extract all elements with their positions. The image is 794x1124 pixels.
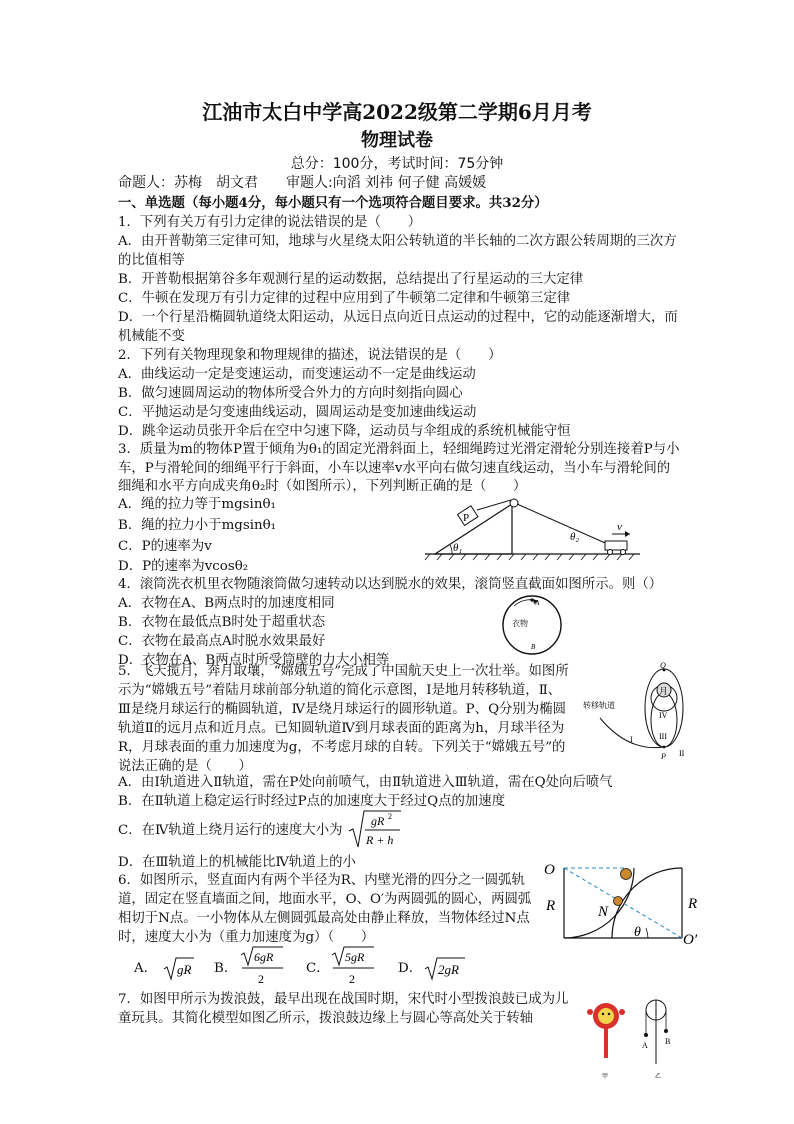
svg-text:gR: gR [177,962,192,977]
q3-option-b: B．绳的拉力小于mgsinθ₁ [118,518,277,533]
exam-subtitle: 物理试卷 [361,130,433,151]
q6-fig-n: N [598,904,609,920]
q3-option-d: D．P的速率为vcosθ₂ [118,559,249,574]
q5-fig-ii: II [679,749,685,758]
q6-stem: 6．如图所示，竖直面内有两个半径为R、内壁光滑的四分之一圆弧轨道，固定在竖直墙面之间，地面水平，O、O′为两圆弧的圆心，两圆弧相切于N点。一小物体从左侧圆弧最高处由静止释放，当物体经过N点时，速度大小为（重力加速度为g）（ ） [118,873,532,945]
q5-formula-sqrt [347,809,403,851]
q6-option-b-label: B． [214,961,238,976]
q4-fig-b: B [531,643,536,651]
q7-stem: 7．如图甲所示为拨浪鼓，最早出现在战国时期，宋代时小型拨浪鼓已成为儿童玩具。其简化模型如图乙所示，拨浪鼓边缘上与圆心等高处关于转轴 [118,992,569,1026]
q7-fig-a: A [642,1041,648,1050]
q6-fig-r-right: R [688,896,698,912]
q2-option-b: B．做匀速圆周运动的物体所受合外力的方向时刻指向圆心 [118,386,463,401]
q5-fig-moon: 月 [659,686,669,696]
exam-title: 江油市太白中学高2022级第二学期6月月考 [202,100,592,124]
q3-fig-v: v [617,521,622,533]
q5-option-b: B．在Ⅱ轨道上稳定运行时经过P点的加速度大于经过Q点的加速度 [118,794,506,809]
q4-option-c: C．衣物在最高点A时脱水效果最好 [118,634,326,649]
q5-fig-q: Q [660,661,666,670]
section-heading: 一、单选题（每小题4分，每小题只有一个选项符合题目要求。共32分） [118,195,548,211]
q2-option-d: D．跳伞运动员张开伞后在空中匀速下降，运动员与伞组成的系统机械能守恒 [118,424,571,439]
q6-option-c-formula [331,945,375,987]
q3-incline-figure [420,494,645,564]
q6-fig-theta: θ [634,925,641,940]
q5-fig-i: I [630,735,633,744]
q1-option-a: A．由开普勒第三定律可知，地球与火星绕太阳公转轨道的半长轴的二次方跟公转周期的三次方的比值相等 [118,234,677,268]
q5-fig-p: P [661,752,666,761]
q5-stem: 5．飞天揽月，奔月取壤，“嫦娥五号”完成了中国航天史上一次壮举。如图所示为“嫦娥五号”着陆月球前部分轨道的简化示意图，Ⅰ是地月转移轨道，Ⅱ、Ⅲ是绕月球运行的椭圆轨道，Ⅳ是绕月球运行的圆形轨道。P、Q分别为椭圆轨道Ⅱ的远月点和近月点。已知圆轨道Ⅳ到月球表面的距离为h，月球半径为R，月球表面的重力加速度为g，不考虑月球的自转。下列关于“嫦娥五号”的说法正确的是（ ） [118,664,569,774]
q1-option-d: D．一个行星沿椭圆轨道绕太阳运动，从远日点向近日点运动的过程中，它的动能逐渐增大，而机械能不变 [118,310,678,344]
q3-fig-theta1: θ₁ [453,542,463,554]
q4-option-a: A．衣物在A、B两点时的加速度相同 [118,596,335,611]
q5-fig-iv: IV [659,711,668,720]
q3-fig-p: P [463,512,470,524]
q4-fig-label: 衣物 [512,619,528,628]
q5-option-a: A．由Ⅰ轨道进入Ⅱ轨道，需在P处向前喷气，由Ⅱ轨道进入Ⅲ轨道，需在Q处向后喷气 [118,775,613,790]
q6-option-a-formula [163,955,195,981]
q7-fig-b: B [665,1037,671,1046]
q2-stem: 2．下列有关物理现象和物理规律的描述，说法错误的是（ ） [118,348,502,363]
q4-fig-a: A [535,599,540,607]
q5-fig-transfer: 转移轨道 [583,701,615,710]
svg-text:2: 2 [258,972,264,986]
q5-option-d: D．在Ⅲ轨道上的机械能比Ⅳ轨道上的小 [118,855,356,870]
q5-option-c: C．在Ⅳ轨道上绕月运行的速度大小为 [118,823,343,838]
q3-option-c: C．P的速率为v [118,539,212,554]
svg-text:2: 2 [349,972,355,986]
q6-option-a-label: A． [134,961,158,976]
q3-stem: 3．质量为m的物体P置于倾角为θ₁的固定光滑斜面上，轻细绳跨过光滑定滑轮分别连接着P与小车，P与滑轮间的细绳平行于斜面，小车以速率v水平向右做匀速直线运动，当小车与滑轮间的细绳和水平方向成夹角θ₂时（如图所示），下列判断正确的是（ ） [118,442,680,495]
q5-orbit-figure [580,660,710,762]
q6-option-b-formula [240,945,284,987]
q6-option-d-formula [424,955,466,981]
q4-drum-figure [498,592,568,658]
q6-fig-o: O [544,862,555,878]
score-line: 总分：100分，考试时间：75分钟 [290,156,504,172]
svg-text:gR: gR [371,814,385,828]
q6-fig-r-left: R [546,898,556,914]
q1-option-b: B．开普勒根据第谷多年观测行星的运动数据，总结提出了行星运动的三大定律 [118,272,584,287]
q4-option-b: B．衣物在最低点B时处于超重状态 [118,615,326,630]
svg-text:2gR: 2gR [438,962,459,977]
q6-option-d-label: D． [398,961,423,976]
q7-fig-yi: 乙 [655,1074,662,1080]
q2-option-a: A．曲线运动一定是变速运动，而变速运动不一定是曲线运动 [118,367,476,382]
q1-option-c: C．牛顿在发现万有引力定律的过程中应用到了牛顿第二定律和牛顿第三定律 [118,291,571,306]
authors-line: 命题人：苏梅 胡文君 审题人:向滔 刘祎 何子健 高媛媛 [118,175,487,191]
q2-option-c: C．平抛运动是匀变速曲线运动，圆周运动是变加速曲线运动 [118,405,477,420]
svg-text:6gR: 6gR [254,950,274,964]
q1-stem: 1．下列有关万有引力定律的说法错误的是（ ） [118,215,422,230]
q6-fig-o-prime: O′ [683,932,698,948]
svg-text:R + h: R + h [366,833,394,847]
q3-option-a: A．绳的拉力等于mgsinθ₁ [118,497,276,512]
q5-fig-iii: III [659,732,667,741]
svg-text:2: 2 [388,812,392,821]
svg-text:5gR: 5gR [345,950,365,964]
q4-option-d: D．衣物在A、B两点时所受筒壁的力大小相等 [118,653,390,668]
q3-fig-theta2: θ₂ [570,531,580,543]
q6-option-c-label: C． [306,961,330,976]
q7-fig-jia: 甲 [602,1074,609,1080]
q7-drum-figure [585,994,695,1080]
q6-arc-figure [542,858,712,950]
q4-stem: 4．滚筒洗衣机里衣物随滚筒做匀速转动以达到脱水的效果，滚筒竖直截面如图所示。则（） [118,577,663,592]
